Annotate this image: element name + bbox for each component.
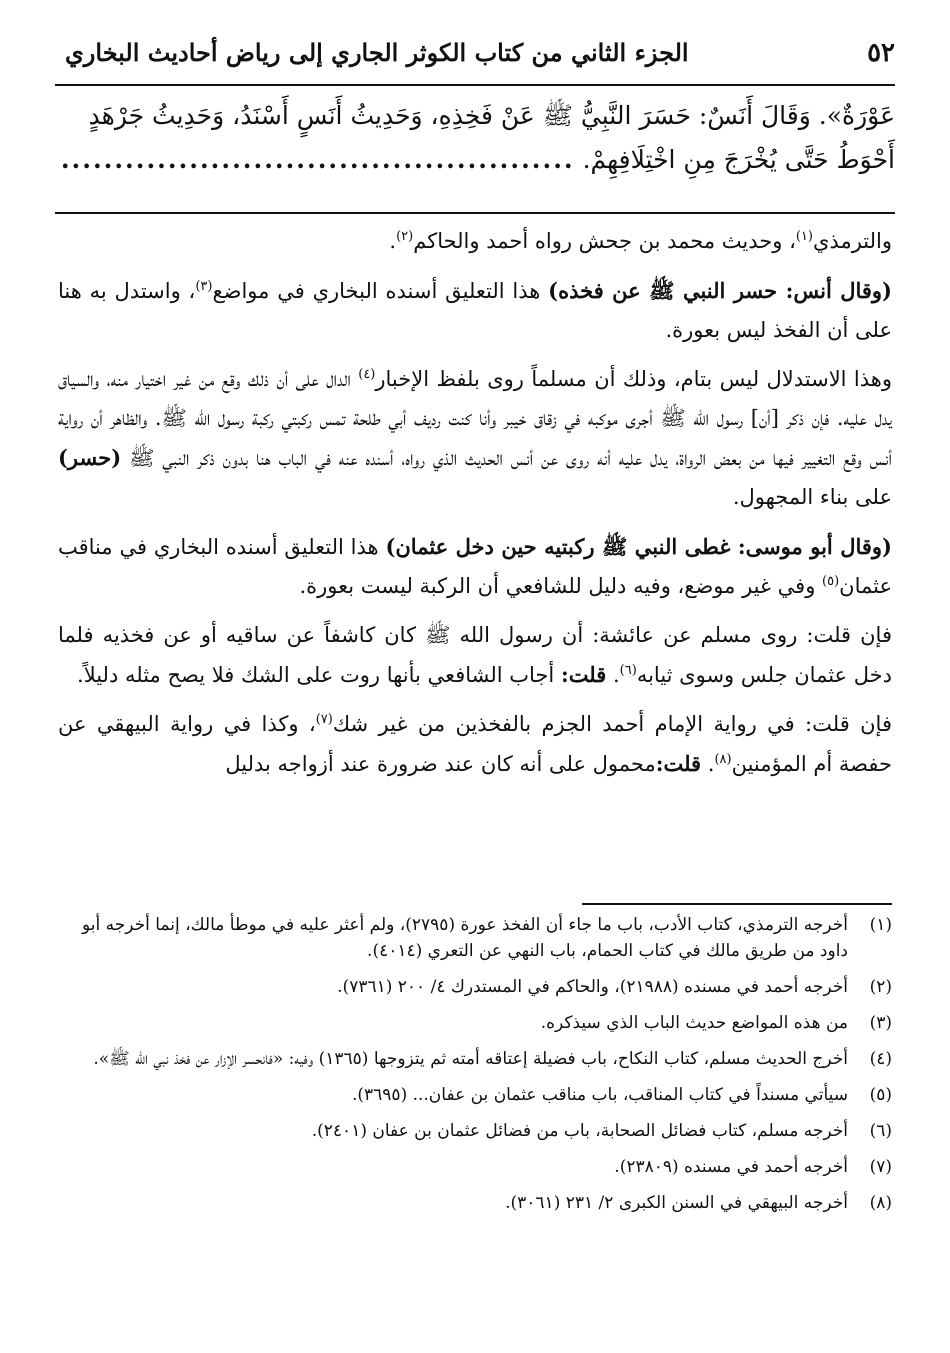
footnote-text: أخرجه أحمد في مسنده (٢١٩٨٨)، والحاكم في المستدرك ٤/ ٢٠٠ (٧٣٦١).	[337, 977, 848, 997]
footnote	[58, 912, 892, 964]
footnote-ref: (٢)	[396, 229, 414, 244]
text: هذا التعليق أسنده البخاري في مواضع	[212, 279, 549, 303]
footnote	[58, 1154, 892, 1180]
text: أجاب الشافعي بأنها روت على الشك فلا يصح مثله دليلاً.	[77, 663, 561, 687]
text: فإن قلت: في رواية الإمام أحمد الجزم بالفخذين من غير شك	[332, 712, 892, 736]
footnote	[58, 1082, 892, 1108]
footnote-number: (٧)	[869, 1157, 892, 1177]
text: ، واستدل به هنا على أن الفخذ ليس بعورة.	[58, 279, 892, 342]
running-title: الجزء الثاني من كتاب الكوثر الجاري إلى رياض أحاديث البخاري	[65, 38, 689, 67]
footnote-ref: (١)	[795, 229, 813, 244]
quoted-heading: (وقال أبو موسى: غطى النبي ﷺ ركبتيه حين دخل عثمان)	[385, 534, 892, 559]
footnote-text: أخرج الحديث مسلم، كتاب النكاح، باب فضيلة إعتاقه أمته ثم يتزوجها (١٣٦٥) وفيه: «فانحسر الإزار عن فخذ نبي الله ﷺ».	[93, 1049, 848, 1069]
text: فإن قلت: روى مسلم عن عائشة: أن رسول الله ﷺ كان كاشفاً عن ساقيه أو عن فخذيه فلما دخل عثمان جلس وسوى ثيابه	[58, 623, 892, 687]
text: والترمذي	[812, 229, 892, 253]
footnote-text: سيأتي مسنداً في كتاب المناقب، باب مناقب عثمان بن عفان... (٣٦٩٥).	[351, 1085, 848, 1105]
footnote	[58, 974, 892, 1000]
footnote-ref: (٧)	[315, 712, 333, 727]
commentary-paragraph-6	[58, 705, 892, 784]
section-divider	[55, 212, 895, 214]
footnote-number: (٥)	[869, 1085, 892, 1105]
footnote-ref: (٣)	[195, 279, 213, 294]
commentary-paragraph-3	[58, 360, 892, 517]
footnote-number: (٤)	[869, 1049, 892, 1069]
quoted-heading: (وقال أنس: حسر النبي ﷺ عن فخذه)	[548, 278, 892, 303]
footnote	[58, 1118, 892, 1144]
footnote-text: من هذه المواضع حديث الباب الذي سيذكره.	[540, 1013, 848, 1033]
commentary-paragraph-2	[58, 271, 892, 350]
footnote-ref: (٤)	[358, 367, 376, 382]
footnote-divider	[582, 903, 892, 905]
quoted-word: (حسر)	[58, 445, 122, 470]
commentary-paragraph-1	[58, 222, 892, 261]
page-number: ٥٢	[867, 38, 895, 68]
footnote	[58, 1046, 892, 1072]
hadith-line-2	[55, 138, 895, 182]
text: ، وكذا في رواية البيهقي عن حفصة أم المؤمنين	[58, 712, 892, 776]
text: الدال على أن ذلك وقع من غير اختيار منه، والسياق يدل عليه. فإن ذكر [أن] رسول الله ﷺ أجرى موكبه في زقاق خيبر وأنا كنت رديف أبي طلحة تمس ركبتي ركبة رسول الله ﷺ. والظاهر أن رواية أنس وقع التغيير فيها من بعض الرواة، يدل عليه أنه روى عن أنس الحديث الذي رواه، أسنده عنه في الباب هنا بدون ذكر النبي ﷺ	[58, 367, 892, 470]
commentary-paragraph-5	[58, 616, 892, 695]
footnote	[58, 1190, 892, 1216]
footnote-ref: (٥)	[822, 574, 840, 589]
text: هذا التعليق أسنده البخاري في مناقب عثمان	[58, 535, 892, 598]
footnote	[58, 1010, 892, 1036]
text: محمول على أنه كان عند ضرورة عند أزواجه بدليل	[225, 752, 656, 776]
footnote-text: أخرجه أحمد في مسنده (٢٣٨٠٩).	[614, 1157, 848, 1177]
text: ، وحديث محمد بن جحش رواه أحمد والحاكم	[413, 229, 796, 253]
text: .	[606, 663, 620, 687]
text: .	[389, 229, 397, 253]
text: وهذا الاستدلال ليس بتام، وذلك أن مسلماً روى بلفظ الإخبار	[375, 367, 892, 391]
footnotes	[58, 912, 892, 1226]
footnote-number: (٦)	[869, 1121, 892, 1141]
footnote-number: (١)	[869, 915, 892, 935]
footnote-number: (٢)	[869, 977, 892, 997]
text: .	[701, 752, 715, 776]
footnote-number: (٣)	[869, 1013, 892, 1033]
dotted-leader: ................................................	[60, 145, 575, 174]
footnote-number: (٨)	[869, 1193, 892, 1213]
commentary-paragraph-4	[58, 527, 892, 606]
footnote-ref: (٨)	[714, 752, 732, 767]
footnote-text: أخرجه البيهقي في السنن الكبرى ٢/ ٢٣١ (٣٠٦١).	[505, 1193, 848, 1213]
qultu-label: قلت:	[655, 751, 702, 776]
footnote-text: أخرجه مسلم، كتاب فضائل الصحابة، باب من فضائل عثمان بن عفان (٢٤٠١).	[311, 1121, 848, 1141]
text: وفي غير موضع، وفيه دليل للشافعي أن الركبة ليست بعورة.	[299, 574, 823, 598]
text: على بناء المجهول.	[732, 485, 892, 509]
hadith-line-2-text: أَحْوَطُ حَتَّى يُخْرَجَ مِنِ اخْتِلَافِهِمْ.	[582, 145, 895, 174]
page-header	[55, 30, 895, 86]
hadith-line-1: عَوْرَةٌ». وَقَالَ أَنَسٌ: حَسَرَ النَّبِيُّ ﷺ عَنْ فَخِذِهِ، وَحَدِيثُ أَنَسٍ أَسْنَدُ، وَحَدِيثُ جَرْهَدٍ	[88, 101, 895, 130]
hadith-text	[55, 94, 895, 182]
footnote-text: أخرجه الترمذي، كتاب الأدب، باب ما جاء أن الفخذ عورة (٢٧٩٥)، ولم أعثر عليه في موطأ مالك، إنما أخرجه أبو داود من طريق مالك في كتاب الحمام، باب النهي عن التعري (٤٠١٤).	[81, 915, 848, 961]
commentary	[58, 222, 892, 794]
qultu-label: قلت:	[560, 662, 607, 687]
footnote-ref: (٦)	[619, 663, 637, 678]
